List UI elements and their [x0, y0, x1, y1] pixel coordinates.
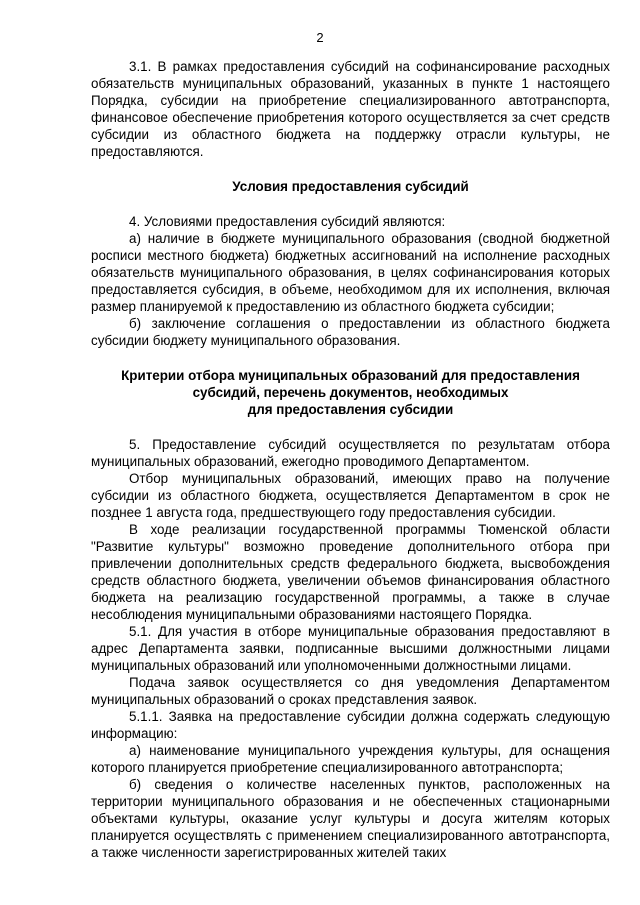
paragraph-5-selection: Отбор муниципальных образований, имеющих право на получение субсидии из областного бюджета, осуществляется Департаментом в срок не позднее 1 августа года, предшествующего году предоставления субсидии.: [91, 471, 610, 520]
paragraph-4-b: б) заключение соглашения о предоставлении из областного бюджета субсидии бюджету муниципального образования.: [91, 316, 610, 348]
paragraph-5-1: 5.1. Для участия в отборе муниципальные образования предоставляют в адрес Департамента заявки, подписанные высшими должностными лицами муниципальных образований или уполномоченными должностными лицами.: [91, 624, 610, 673]
paragraph-5-1-1: 5.1.1. Заявка на предоставление субсидии должна содержать следующую информацию:: [91, 709, 610, 741]
heading-criteria-line-3: для предоставления субсидии: [247, 402, 454, 417]
paragraph-5-1-1-a: а) наименование муниципального учреждения культуры, для оснащения которого планируется приобретение специализированного автотранспорта;: [91, 743, 610, 775]
paragraph-4-a: а) наличие в бюджете муниципального образования (сводной бюджетной росписи местного бюджета) бюджетных ассигнований на исполнение расходных обязательств муниципального образования, в целях софинансирования которых предоставляется субсидия, в объеме, необходимом для их исполнения, включая размер планируемой к предоставлению из областного бюджета субсидии;: [91, 231, 610, 314]
paragraph-5-1-1-b: б) сведения о количестве населенных пунктов, расположенных на территории муниципального образования и не обеспеченных стационарными объектами культуры, оказание услуг культуры и досуга жителям которых планируется осуществлять с применением специализированного автотранспорта, а также численности зарегистрированных жителей таких: [91, 777, 610, 860]
heading-criteria-line-2: субсидий, перечень документов, необходимых: [192, 385, 509, 400]
page-number: 2: [316, 30, 324, 45]
paragraph-5: 5. Предоставление субсидий осуществляется по результатам отбора муниципальных образований, ежегодно проводимого Департаментом.: [91, 437, 610, 469]
paragraph-3-1: 3.1. В рамках предоставления субсидий на софинансирование расходных обязательств муниципальных образований, указанных в пункте 1 настоящего Порядка, субсидии на приобретение специализированного автотранспорта, финансовое обеспечение приобретения которого осуществляется за счет средств субсидии из областного бюджета на поддержку отрасли культуры, не предоставляются.: [91, 59, 610, 159]
heading-criteria-line-1: Критерии отбора муниципальных образований для предоставления: [121, 368, 580, 383]
heading-conditions: Условия предоставления субсидий: [232, 179, 469, 194]
document-body: [91, 58, 610, 861]
paragraph-4: 4. Условиями предоставления субсидий являются:: [129, 214, 446, 229]
paragraph-5-additional: В ходе реализации государственной программы Тюменской области "Развитие культуры" возможно проведение дополнительного отбора при привлечении дополнительных средств федерального бюджета, высвобождения средств областного бюджета, увеличении объемов финансирования областного бюджета на реализацию государственной программы, а также в случае несоблюдения муниципальными образованиями настоящего Порядка.: [91, 522, 610, 622]
paragraph-5-1-submission: Подача заявок осуществляется со дня уведомления Департаментом муниципальных образований о сроках представления заявок.: [91, 675, 610, 707]
heading-criteria: [91, 367, 610, 418]
